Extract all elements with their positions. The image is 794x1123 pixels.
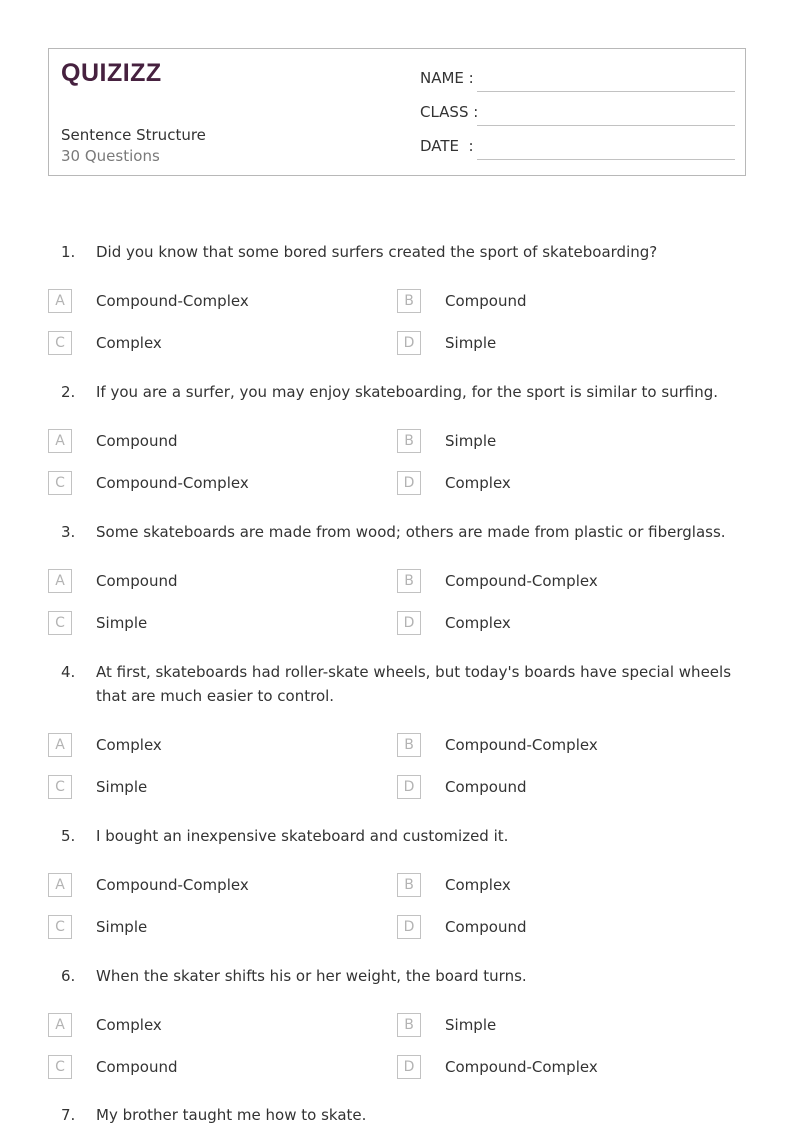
question-7 xyxy=(0,1103,794,1123)
option-letter-box: D xyxy=(397,611,421,635)
option-text: Compound xyxy=(445,292,527,310)
option-letter-box: B xyxy=(397,569,421,593)
option-letter-box: B xyxy=(397,1013,421,1037)
question-text: When the skater shifts his or her weight, the board turns. xyxy=(96,967,527,985)
option-letter-box: C xyxy=(48,331,72,355)
class-line xyxy=(477,125,735,126)
option-letter-box: D xyxy=(397,1055,421,1079)
option-text: Complex xyxy=(96,1016,162,1034)
question-number: 5. xyxy=(61,827,76,845)
name-field xyxy=(420,66,735,92)
question-text: I bought an inexpensive skateboard and customized it. xyxy=(96,827,509,845)
option-text: Complex xyxy=(445,474,511,492)
option-text: Complex xyxy=(96,334,162,352)
name-line xyxy=(477,91,735,92)
option-text: Complex xyxy=(445,614,511,632)
option-letter-box: C xyxy=(48,471,72,495)
class-label: CLASS : xyxy=(420,103,479,121)
option-letter-box: C xyxy=(48,775,72,799)
option-text: Compound-Complex xyxy=(96,292,249,310)
option-text: Compound xyxy=(96,572,178,590)
option-letter-box: C xyxy=(48,1055,72,1079)
option-text: Simple xyxy=(96,778,148,796)
option-text: Compound-Complex xyxy=(445,736,598,754)
question-text: If you are a surfer, you may enjoy skateboarding, for the sport is similar to surfing. xyxy=(96,383,719,401)
question-text: My brother taught me how to skate. xyxy=(96,1106,367,1123)
option-text: Compound-Complex xyxy=(445,572,598,590)
date-line xyxy=(477,159,735,160)
option-text: Simple xyxy=(445,1016,497,1034)
question-text: At first, skateboards had roller-skate wheels, but today's boards have special wheels that are much easier to control. xyxy=(96,663,732,705)
option-letter-box: D xyxy=(397,331,421,355)
question-number: 2. xyxy=(61,383,76,401)
option-text: Compound-Complex xyxy=(96,876,249,894)
quizizz-logo: QUIZIZZ xyxy=(61,59,162,87)
option-text: Simple xyxy=(96,918,148,936)
question-text: Did you know that some bored surfers created the sport of skateboarding? xyxy=(96,243,658,261)
date-label: DATE : xyxy=(420,137,474,155)
name-label: NAME : xyxy=(420,69,474,87)
option-letter-box: A xyxy=(48,873,72,897)
question-number: 7. xyxy=(61,1106,76,1123)
option-letter-box: D xyxy=(397,915,421,939)
option-letter-box: A xyxy=(48,429,72,453)
question-count: 30 Questions xyxy=(61,147,160,165)
question-number: 6. xyxy=(61,967,76,985)
option-letter-box: A xyxy=(48,733,72,757)
option-letter-box: D xyxy=(397,775,421,799)
worksheet-title: Sentence Structure xyxy=(61,126,206,144)
option-text: Complex xyxy=(445,876,511,894)
option-letter-box: B xyxy=(397,429,421,453)
option-text: Simple xyxy=(445,432,497,450)
option-letter-box: B xyxy=(397,289,421,313)
option-text: Compound xyxy=(445,778,527,796)
option-letter-box: D xyxy=(397,471,421,495)
option-text: Compound-Complex xyxy=(445,1058,598,1076)
question-number: 1. xyxy=(61,243,76,261)
option-text: Compound-Complex xyxy=(96,474,249,492)
class-field xyxy=(420,100,735,126)
option-text: Simple xyxy=(445,334,497,352)
date-field xyxy=(420,134,735,160)
worksheet-header xyxy=(48,48,746,176)
question-number: 3. xyxy=(61,523,76,541)
option-text: Complex xyxy=(96,736,162,754)
option-text: Compound xyxy=(96,432,178,450)
option-letter-box: C xyxy=(48,915,72,939)
option-letter-box: C xyxy=(48,611,72,635)
option-text: Compound xyxy=(445,918,527,936)
option-text: Simple xyxy=(96,614,148,632)
option-letter-box: B xyxy=(397,733,421,757)
option-letter-box: A xyxy=(48,569,72,593)
question-number: 4. xyxy=(61,663,76,681)
option-letter-box: B xyxy=(397,873,421,897)
option-text: Compound xyxy=(96,1058,178,1076)
question-text: Some skateboards are made from wood; others are made from plastic or fiberglass. xyxy=(96,523,726,541)
option-letter-box: A xyxy=(48,1013,72,1037)
option-letter-box: A xyxy=(48,289,72,313)
